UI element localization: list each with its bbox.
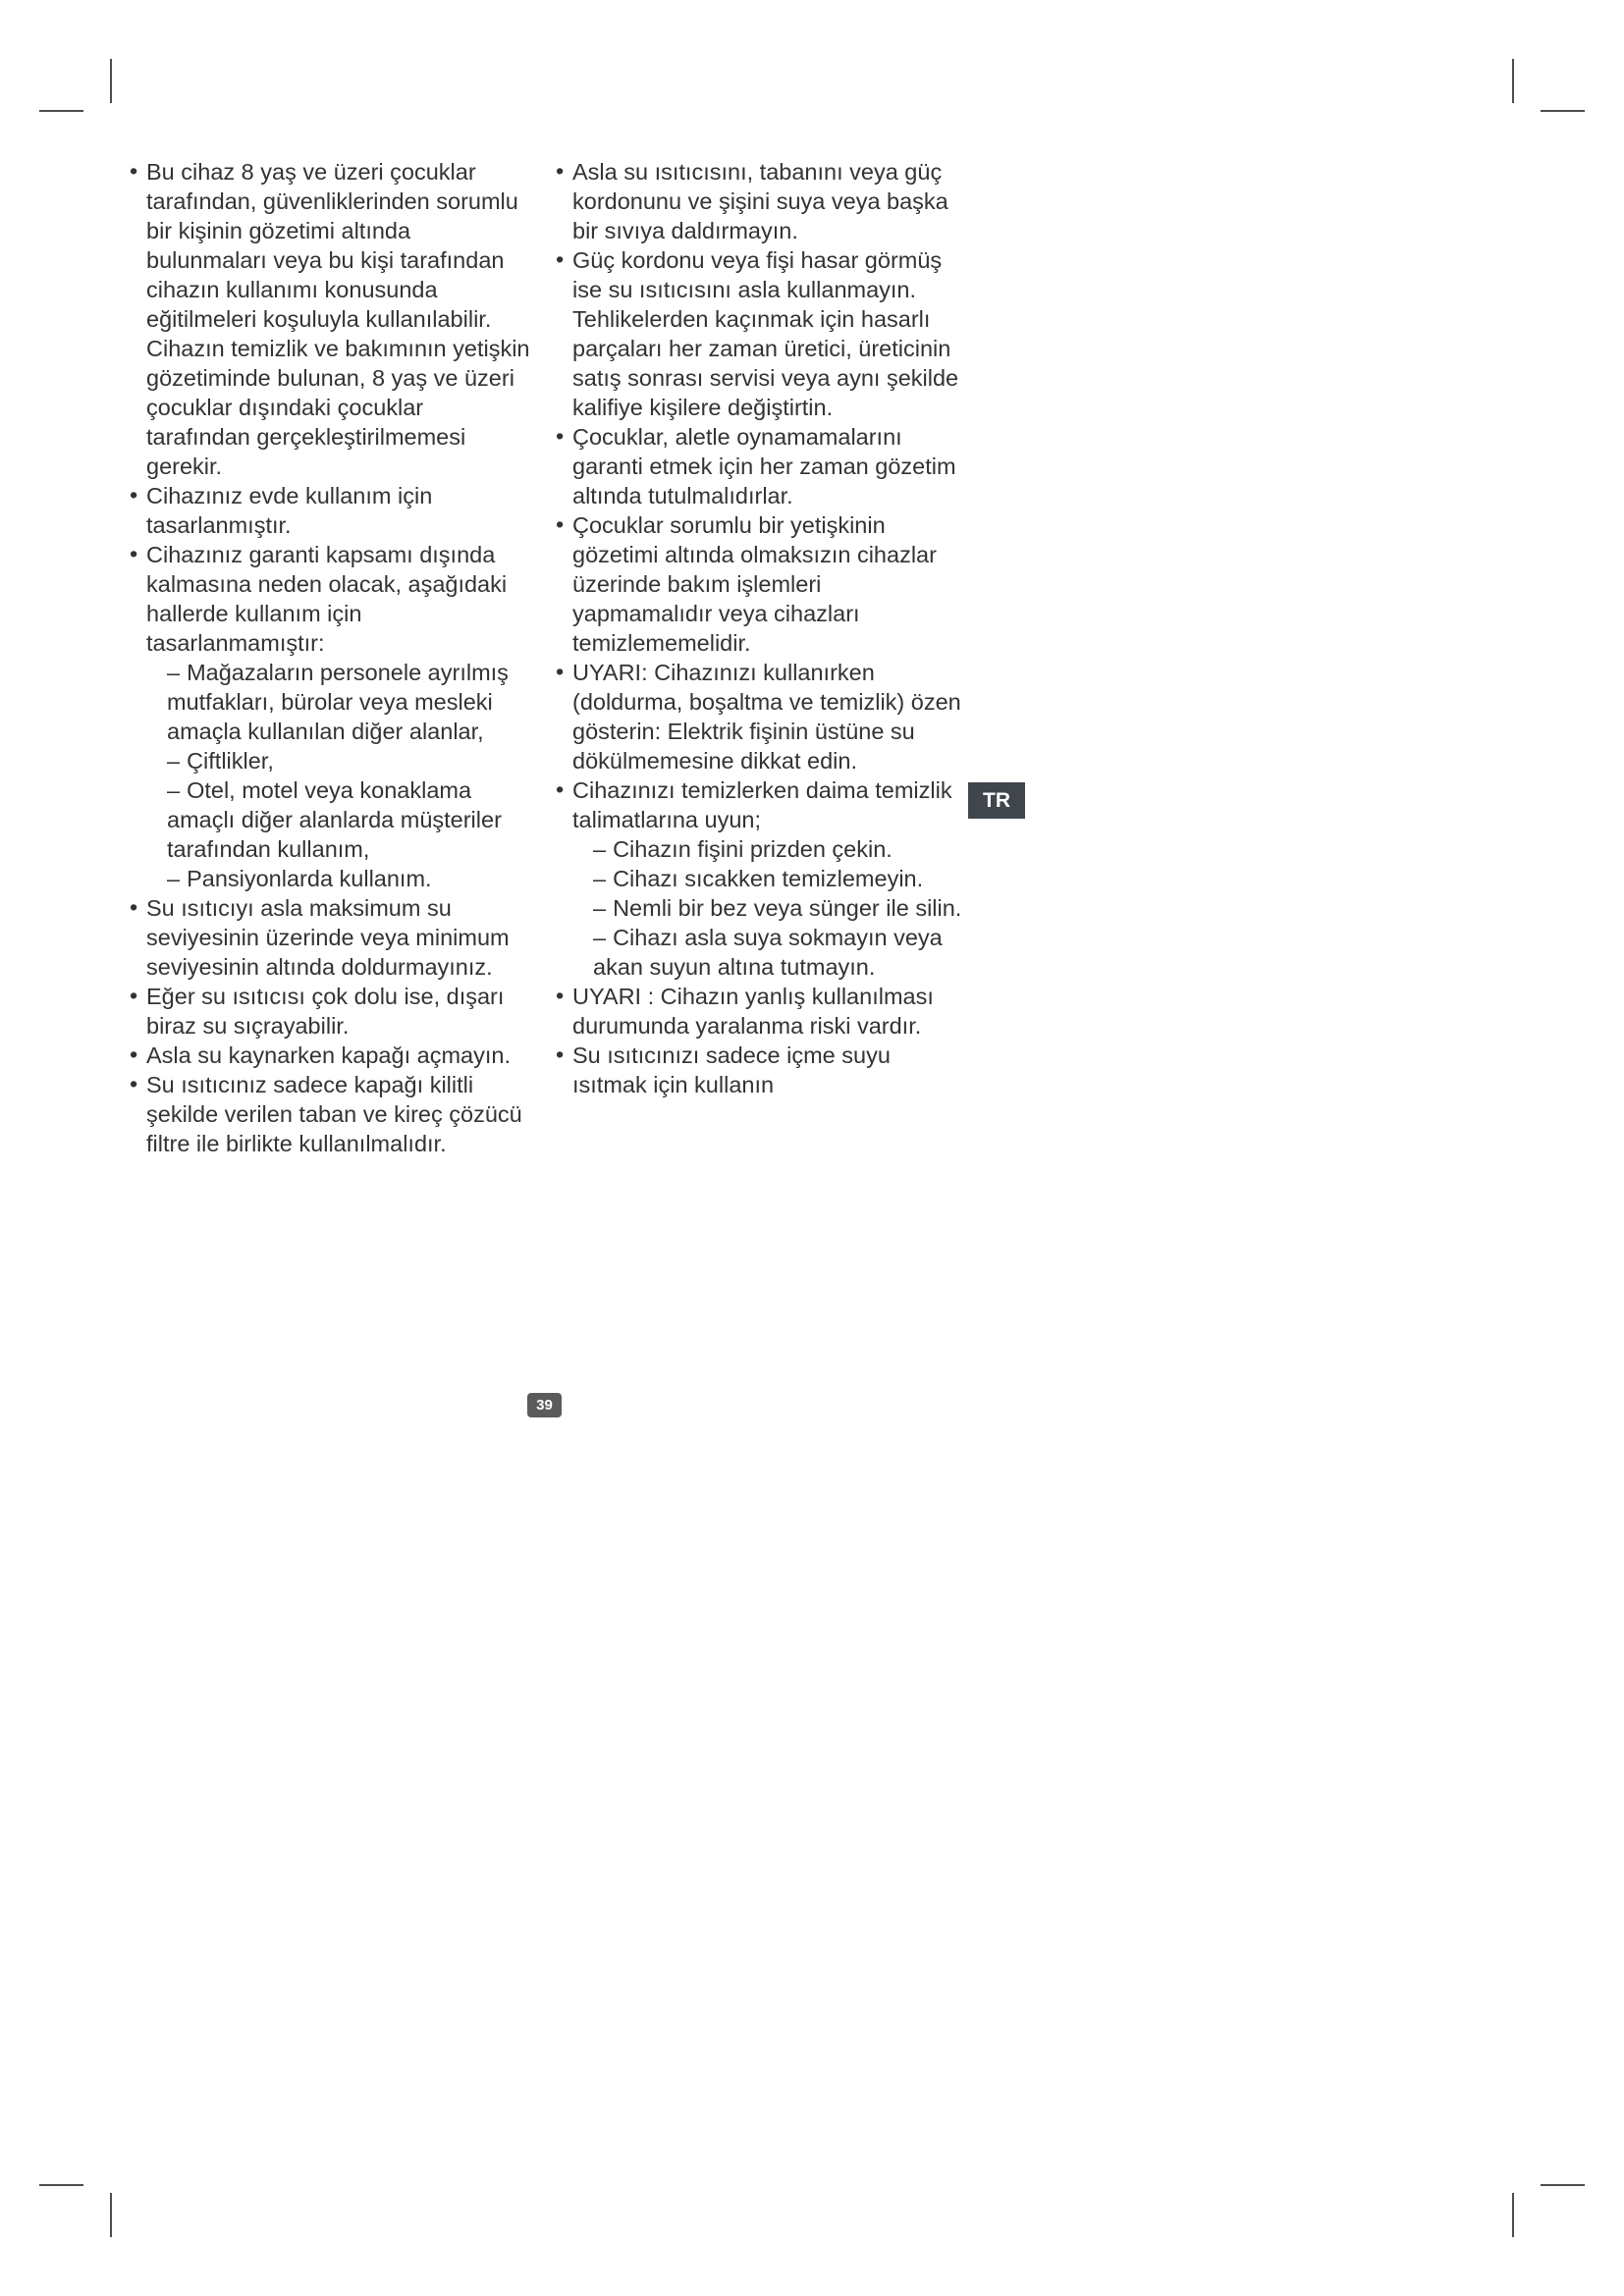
list-item [554, 510, 964, 658]
text-column-left [128, 157, 532, 1158]
list-subitem-text: Otel, motel veya konaklama amaçlı diğer alanlarda müşteriler tarafından kullanım, [167, 777, 502, 862]
dash-icon: – [593, 925, 607, 950]
list-item-text: Cihazınızı temizlerken daima temizlik talimatlarına uyun; [572, 777, 952, 832]
list-item [554, 422, 964, 510]
crop-mark [1512, 59, 1514, 103]
list-item [554, 1041, 964, 1099]
bullet-icon: • [130, 1071, 138, 1096]
dash-icon: – [593, 866, 607, 891]
list-subitem [167, 864, 532, 893]
bullet-icon: • [130, 894, 138, 920]
crop-mark [110, 59, 112, 103]
bullet-icon: • [556, 511, 565, 537]
list-item [128, 540, 532, 658]
list-subitem-text: Cihazı asla suya sokmayın veya akan suyun altına tutmayın. [593, 925, 943, 980]
page-number-badge: 39 [527, 1393, 562, 1417]
list-item [554, 775, 964, 834]
dash-icon: – [167, 748, 181, 774]
list-subitem-text: Pansiyonlarda kullanım. [187, 866, 432, 891]
bullet-icon: • [130, 158, 138, 184]
crop-mark [1512, 2193, 1514, 2237]
list-item [554, 157, 964, 245]
list-item-text: UYARI : Cihazın yanlış kullanılması durumunda yaralanma riski vardır. [572, 984, 934, 1039]
list-item-text: Çocuklar, aletle oynamamalarını garanti etmek için her zaman gözetim altında tutulmalıdırlar. [572, 424, 956, 508]
bullet-icon: • [556, 158, 565, 184]
list-subitem [593, 923, 964, 982]
list-subitem [167, 746, 532, 775]
list-item [128, 893, 532, 982]
dash-icon: – [167, 660, 181, 685]
bullet-icon: • [556, 776, 565, 802]
crop-mark [110, 2193, 112, 2237]
list-item-text: Çocuklar sorumlu bir yetişkinin gözetimi altında olmaksızın cihazlar üzerinde bakım işlemleri yapmamalıdır veya cihazları temizlememelidir. [572, 512, 937, 656]
list-subitem-text: Cihazın fişini prizden çekin. [613, 836, 893, 862]
list-item [128, 1041, 532, 1070]
list-subitem-text: Mağazaların personele ayrılmış mutfakları, bürolar veya mesleki amaçla kullanılan diğer alanlar, [167, 660, 509, 744]
list-item-text: Bu cihaz 8 yaş ve üzeri çocuklar tarafından, güvenliklerinden sorumlu bir kişinin gözetimi altında bulunmaları veya bu kişi tarafından cihazın kullanımı konusunda eğitilmeleri koşuluyla kullanılabilir. Cihazın temizlik ve bakımının yetişkin gözetiminde bulunan, 8 yaş ve üzeri çocuklar dışındaki çocuklar tarafından gerçekleştirilmemesi gerekir. [146, 159, 530, 479]
list-item-text: Asla su ısıtıcısını, tabanını veya güç kordonunu ve şişini suya veya başka bir sıvıya daldırmayın. [572, 159, 948, 243]
text-column-right [554, 157, 964, 1158]
list-subitem [167, 658, 532, 746]
list-subitem-text: Cihazı sıcakken temizlemeyin. [613, 866, 924, 891]
dash-icon: – [593, 895, 607, 921]
list-item-text: Eğer su ısıtıcısı çok dolu ise, dışarı biraz su sıçrayabilir. [146, 984, 505, 1039]
list-subitem [593, 893, 964, 923]
list-item-text: Su ısıtıcınızı sadece içme suyu ısıtmak için kullanın [572, 1042, 891, 1097]
list-item-text: Cihazınız garanti kapsamı dışında kalmasına neden olacak, aşağıdaki hallerde kullanım için tasarlanmamıştır: [146, 542, 508, 656]
list-item [128, 982, 532, 1041]
list-item [554, 658, 964, 775]
crop-mark [39, 110, 83, 112]
list-item-text: Su ısıtıcınız sadece kapağı kilitli şekilde verilen taban ve kireç çözücü filtre ile birlikte kullanılmalıdır. [146, 1072, 522, 1156]
bullet-icon: • [556, 983, 565, 1008]
bullet-icon: • [130, 541, 138, 566]
list-item-text: Asla su kaynarken kapağı açmayın. [146, 1042, 511, 1068]
bullet-icon: • [556, 659, 565, 684]
bullet-icon: • [130, 983, 138, 1008]
list-subitem [593, 864, 964, 893]
list-subitem [593, 834, 964, 864]
dash-icon: – [167, 777, 181, 803]
list-item-text: Cihazınız evde kullanım için tasarlanmıştır. [146, 483, 433, 538]
list-item [128, 481, 532, 540]
dash-icon: – [593, 836, 607, 862]
list-subitem-text: Çiftlikler, [187, 748, 274, 774]
bullet-icon: • [130, 1041, 138, 1067]
list-item [128, 157, 532, 481]
list-item [554, 982, 964, 1041]
bullet-icon: • [556, 246, 565, 272]
list-subitem [167, 775, 532, 864]
list-item-text: UYARI: Cihazınızı kullanırken (doldurma, boşaltma ve temizlik) özen gösterin: Elektrik fişinin üstüne su dökülmemesine dikkat edin. [572, 660, 961, 774]
list-subitem-text: Nemli bir bez veya sünger ile silin. [613, 895, 962, 921]
list-item-text: Su ısıtıcıyı asla maksimum su seviyesinin üzerinde veya minimum seviyesinin altında doldurmayınız. [146, 895, 510, 980]
crop-mark [39, 2184, 83, 2186]
dash-icon: – [167, 866, 181, 891]
bullet-icon: • [556, 423, 565, 449]
bullet-icon: • [130, 482, 138, 507]
crop-mark [1541, 2184, 1585, 2186]
crop-mark [1541, 110, 1585, 112]
list-item [554, 245, 964, 422]
list-item-text: Güç kordonu veya fişi hasar görmüş ise su ısıtıcısını asla kullanmayın. Tehlikelerden kaçınmak için hasarlı parçaları her zaman üretici, üreticinin satış sonrası servisi veya aynı şekilde kalifiye kişilere değiştirtin. [572, 247, 959, 420]
list-item [128, 1070, 532, 1158]
language-tab: TR [968, 782, 1025, 819]
manual-page-content [128, 157, 964, 1158]
bullet-icon: • [556, 1041, 565, 1067]
